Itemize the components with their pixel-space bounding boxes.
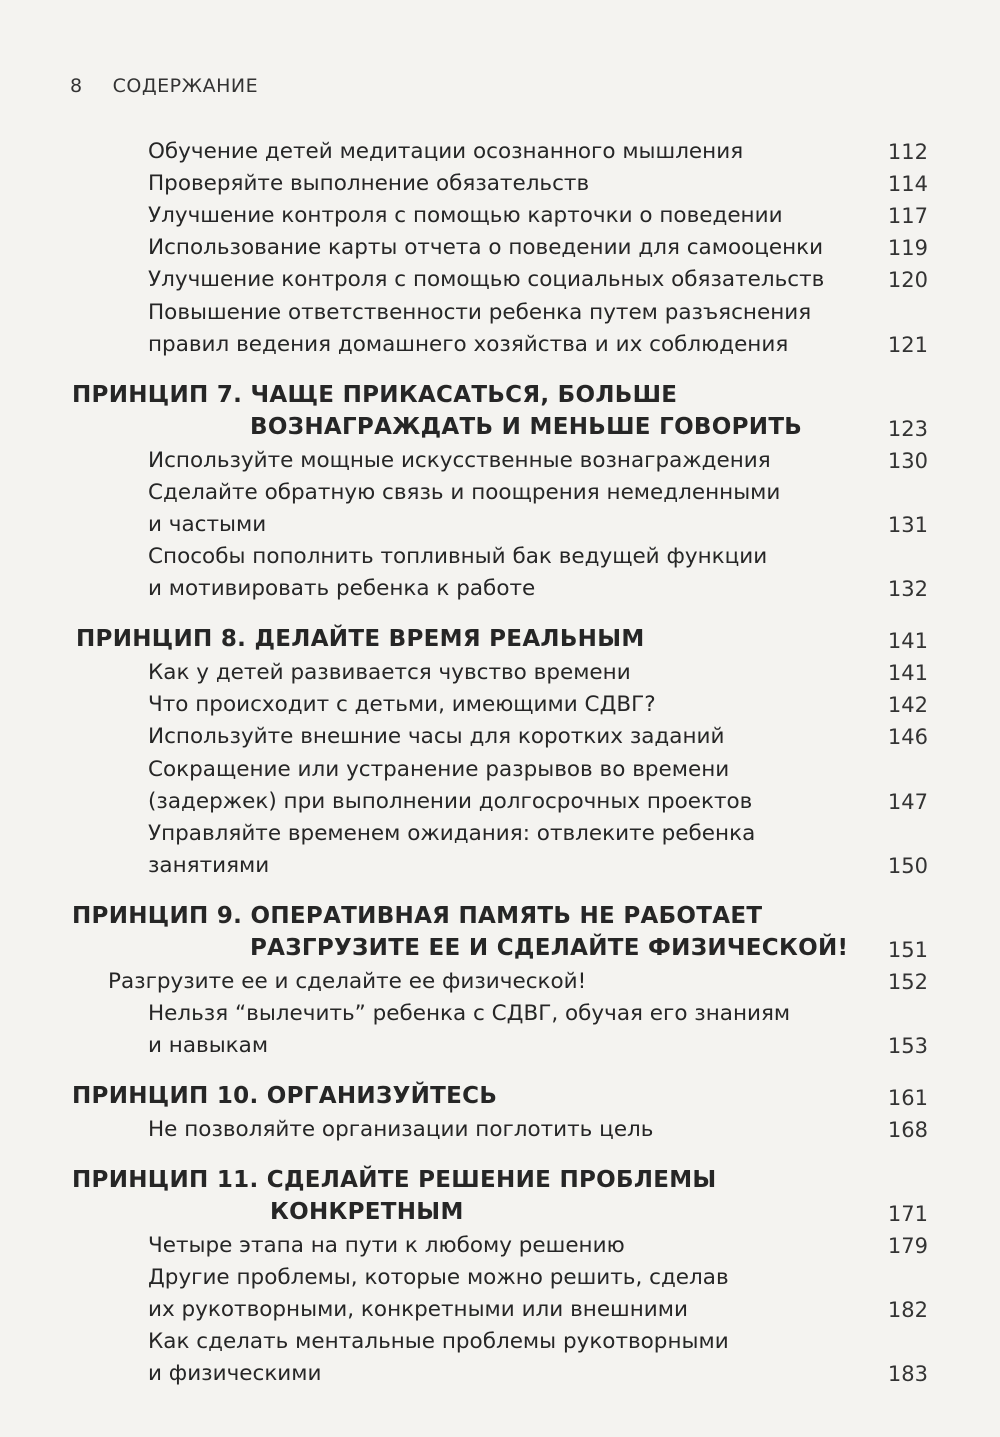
section-title: СОДЕРЖАНИЕ: [112, 75, 259, 97]
toc-entry-page: 182: [887, 1298, 928, 1322]
chapter-heading-line2: КОНКРЕТНЫМ: [270, 1199, 464, 1225]
chapter-heading: ПРИНЦИП 8. ДЕЛАЙТЕ ВРЕМЯ РЕАЛЬНЫМ: [76, 626, 645, 652]
toc-entry-text: Улучшение контроля с помощью карточки о поведении: [148, 203, 783, 228]
toc-entry-text: Использование карты отчета о поведении для самооценки: [148, 235, 824, 260]
chapter-heading-line2: РАЗГРУЗИТЕ ЕЕ И СДЕЛАЙТЕ ФИЗИЧЕСКОЙ!: [250, 935, 849, 961]
toc-entry-page: 153: [887, 1034, 928, 1058]
toc-entry-text: Используйте внешние часы для коротких заданий: [148, 724, 725, 749]
toc-entry-page: 117: [887, 204, 928, 228]
toc-entry-page: 112: [887, 140, 928, 164]
chapter-heading-line1: ПРИНЦИП 11. СДЕЛАЙТЕ РЕШЕНИЕ ПРОБЛЕМЫ: [72, 1167, 717, 1193]
toc-entry-page: 130: [887, 449, 928, 473]
toc-entry-line2: и частыми: [148, 512, 267, 537]
toc-entry-line2: и мотивировать ребенка к работе: [148, 576, 536, 601]
chapter-heading: ПРИНЦИП 10. ОРГАНИЗУЙТЕСЬ: [72, 1083, 498, 1109]
toc-entry-text: Разгрузите ее и сделайте ее физической!: [108, 969, 587, 994]
chapter-page: 171: [887, 1202, 928, 1226]
toc-entry-page: 120: [887, 268, 928, 292]
page-number: 8: [70, 75, 83, 97]
toc-entry-page: 183: [887, 1362, 928, 1386]
chapter-heading-line1: ПРИНЦИП 9. ОПЕРАТИВНАЯ ПАМЯТЬ НЕ РАБОТАЕТ: [72, 903, 763, 929]
chapter-heading-line2: ВОЗНАГРАЖДАТЬ И МЕНЬШЕ ГОВОРИТЬ: [250, 414, 803, 440]
toc-entry-text: Используйте мощные искусственные вознаграждения: [148, 448, 771, 473]
toc-entry-page: 142: [887, 693, 928, 717]
toc-entry-page: 141: [887, 661, 928, 685]
toc-entry-page: 168: [887, 1118, 928, 1142]
toc-entry-line1: Способы пополнить топливный бак ведущей функции: [148, 544, 768, 569]
toc-entry-text: Как у детей развивается чувство времени: [148, 660, 631, 685]
toc-entry-page: 121: [887, 333, 928, 357]
toc-entry-line2: (задержек) при выполнении долгосрочных проектов: [148, 789, 753, 814]
chapter-heading-line1: ПРИНЦИП 7. ЧАЩЕ ПРИКАСАТЬСЯ, БОЛЬШЕ: [72, 382, 678, 408]
toc-entry-text: Не позволяйте организации поглотить цель: [148, 1117, 654, 1142]
toc-entry-line2: и навыкам: [148, 1033, 269, 1058]
toc-entry-line1: Другие проблемы, которые можно решить, сделав: [148, 1265, 729, 1290]
toc-entry-page: 114: [887, 172, 928, 196]
toc-entry-page: 119: [887, 236, 928, 260]
toc-entry-line2: правил ведения домашнего хозяйства и их соблюдения: [148, 332, 789, 357]
toc-entry-text: Обучение детей медитации осознанного мышления: [148, 139, 744, 164]
toc-entry-text: Четыре этапа на пути к любому решению: [148, 1233, 625, 1258]
chapter-page: 151: [887, 938, 928, 962]
toc-entry-line1: Сокращение или устранение разрывов во времени: [148, 757, 730, 782]
toc-entry-page: 131: [887, 513, 928, 537]
toc-entry-page: 152: [887, 970, 928, 994]
toc-entry-text: Улучшение контроля с помощью социальных обязательств: [148, 267, 825, 292]
toc-entry-text: Проверяйте выполнение обязательств: [148, 171, 590, 196]
running-header: [70, 75, 258, 97]
toc-entry-line2: и физическими: [148, 1361, 322, 1386]
chapter-page: 141: [887, 629, 928, 653]
toc-entry-page: 132: [887, 577, 928, 601]
toc-entry-page: 147: [887, 790, 928, 814]
toc-entry-line1: Повышение ответственности ребенка путем разъяснения: [148, 300, 812, 325]
toc-entry-text: Что происходит с детьми, имеющими СДВГ?: [148, 692, 656, 717]
toc-entry-line1: Управляйте временем ожидания: отвлеките ребенка: [148, 821, 756, 846]
toc-entry-line2: занятиями: [148, 853, 270, 878]
toc-entry-page: 150: [887, 854, 928, 878]
toc-entry-page: 146: [887, 725, 928, 749]
toc-entry-line1: Как сделать ментальные проблемы рукотворными: [148, 1329, 729, 1354]
toc-entry-page: 179: [887, 1234, 928, 1258]
toc-entry-line1: Нельзя “вылечить” ребенка с СДВГ, обучая его знаниям: [148, 1001, 791, 1026]
toc-entry-line2: их рукотворными, конкретными или внешними: [148, 1297, 688, 1322]
chapter-page: 123: [887, 417, 928, 441]
chapter-page: 161: [887, 1086, 928, 1110]
toc-entry-line1: Сделайте обратную связь и поощрения немедленными: [148, 480, 781, 505]
